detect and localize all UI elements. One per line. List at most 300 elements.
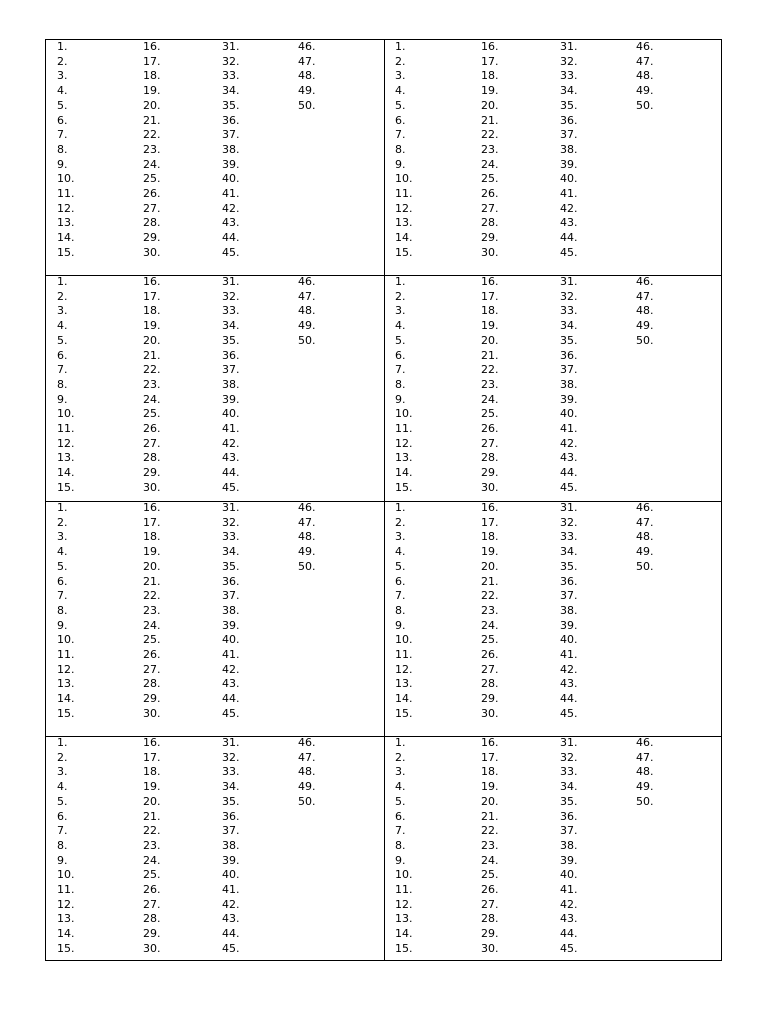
question-number: 11. <box>57 648 75 661</box>
question-number: 36. <box>560 348 578 362</box>
question-number: 47. <box>636 515 654 529</box>
question-number: 37. <box>560 128 578 142</box>
question-number: 38. <box>222 377 240 391</box>
question-number: 12. <box>395 436 413 450</box>
question-number: 16. <box>143 40 161 53</box>
question-number: 21. <box>481 348 499 362</box>
question-number: 23. <box>143 603 161 617</box>
question-number: 36. <box>222 348 240 362</box>
question-number: 38. <box>222 603 240 617</box>
question-number: 44. <box>560 927 578 941</box>
question-number: 13. <box>395 677 413 691</box>
question-number: 8. <box>395 603 406 617</box>
question-number: 35. <box>222 794 240 808</box>
question-number: 16. <box>481 501 499 514</box>
question-number: 3. <box>395 765 406 779</box>
question-number: 1. <box>395 40 406 53</box>
question-number: 22. <box>481 824 499 838</box>
question-number: 3. <box>57 765 68 779</box>
question-number: 10. <box>57 407 75 421</box>
question-number: 41. <box>560 422 578 435</box>
question-number: 4. <box>57 780 68 794</box>
question-number: 20. <box>481 98 499 112</box>
question-number: 3. <box>395 304 406 318</box>
question-number: 14. <box>57 692 75 706</box>
question-number: 31. <box>560 40 578 53</box>
question-number: 1. <box>57 40 68 53</box>
question-number: 30. <box>481 941 499 955</box>
question-number: 3. <box>57 530 68 544</box>
question-number: 50. <box>636 794 654 808</box>
question-number: 14. <box>57 927 75 941</box>
question-number: 33. <box>560 69 578 83</box>
question-number: 32. <box>222 515 240 529</box>
question-number: 19. <box>481 84 499 98</box>
question-number: 30. <box>143 245 161 259</box>
question-number: 25. <box>143 172 161 186</box>
question-number: 6. <box>57 113 68 127</box>
question-number: 5. <box>57 98 68 112</box>
question-number: 33. <box>222 530 240 544</box>
question-number: 40. <box>222 172 240 186</box>
question-number: 37. <box>560 824 578 838</box>
question-number: 18. <box>481 765 499 779</box>
question-number: 7. <box>395 589 406 603</box>
question-number: 26. <box>143 187 161 200</box>
question-number: 26. <box>481 648 499 661</box>
center-divider <box>384 40 385 960</box>
question-number: 39. <box>560 618 578 632</box>
question-number: 31. <box>222 501 240 514</box>
question-number: 15. <box>395 480 413 494</box>
question-number: 39. <box>560 853 578 867</box>
question-number: 26. <box>143 648 161 661</box>
question-number: 27. <box>143 436 161 450</box>
question-number: 4. <box>395 545 406 559</box>
question-number: 15. <box>57 245 75 259</box>
question-number: 36. <box>560 574 578 588</box>
question-number: 30. <box>481 245 499 259</box>
question-number: 40. <box>222 868 240 882</box>
question-number: 20. <box>481 794 499 808</box>
question-number: 29. <box>481 692 499 706</box>
question-number: 42. <box>560 201 578 215</box>
question-number: 14. <box>395 466 413 480</box>
question-number: 11. <box>57 422 75 435</box>
question-number: 2. <box>57 515 68 529</box>
question-number: 16. <box>143 275 161 288</box>
question-number: 12. <box>57 436 75 450</box>
question-number: 47. <box>298 515 316 529</box>
question-number: 43. <box>222 216 240 230</box>
question-number: 26. <box>481 422 499 435</box>
question-number: 2. <box>57 54 68 68</box>
question-number: 35. <box>560 559 578 573</box>
question-number: 1. <box>57 275 68 288</box>
question-number: 28. <box>481 912 499 926</box>
question-number: 19. <box>143 319 161 333</box>
question-number: 1. <box>395 501 406 514</box>
question-number: 1. <box>57 736 68 749</box>
question-number: 24. <box>481 392 499 406</box>
question-number: 40. <box>560 633 578 647</box>
question-number: 21. <box>481 113 499 127</box>
question-number: 13. <box>57 451 75 465</box>
question-number: 34. <box>560 780 578 794</box>
question-number: 22. <box>481 589 499 603</box>
question-number: 42. <box>560 662 578 676</box>
question-number: 29. <box>143 231 161 245</box>
question-number: 39. <box>222 618 240 632</box>
question-number: 19. <box>143 84 161 98</box>
question-number: 17. <box>481 515 499 529</box>
question-number: 22. <box>481 363 499 377</box>
question-number: 23. <box>143 838 161 852</box>
question-number: 10. <box>57 868 75 882</box>
question-number: 41. <box>222 187 240 200</box>
question-number: 14. <box>57 231 75 245</box>
question-number: 16. <box>481 40 499 53</box>
question-number: 48. <box>636 69 654 83</box>
question-number: 7. <box>57 824 68 838</box>
question-number: 7. <box>57 363 68 377</box>
question-number: 35. <box>560 98 578 112</box>
question-number: 15. <box>57 706 75 720</box>
question-number: 27. <box>481 436 499 450</box>
question-number: 40. <box>560 868 578 882</box>
question-number: 27. <box>481 662 499 676</box>
question-number: 22. <box>143 824 161 838</box>
question-number: 10. <box>395 633 413 647</box>
question-number: 48. <box>298 530 316 544</box>
question-number: 31. <box>560 275 578 288</box>
question-number: 35. <box>222 98 240 112</box>
question-number: 27. <box>481 201 499 215</box>
question-number: 44. <box>560 692 578 706</box>
question-number: 49. <box>298 545 316 559</box>
question-number: 26. <box>143 883 161 896</box>
question-number: 24. <box>481 157 499 171</box>
question-number: 48. <box>298 765 316 779</box>
question-number: 10. <box>395 868 413 882</box>
question-number: 17. <box>143 54 161 68</box>
question-number: 21. <box>143 113 161 127</box>
question-number: 45. <box>222 941 240 955</box>
question-number: 43. <box>222 912 240 926</box>
question-number: 32. <box>560 289 578 303</box>
question-number: 31. <box>560 501 578 514</box>
question-number: 38. <box>222 142 240 156</box>
question-number: 43. <box>560 451 578 465</box>
question-number: 22. <box>143 589 161 603</box>
question-number: 20. <box>143 559 161 573</box>
question-number: 29. <box>143 927 161 941</box>
question-number: 39. <box>560 157 578 171</box>
question-number: 44. <box>222 466 240 480</box>
question-number: 25. <box>143 633 161 647</box>
question-number: 46. <box>298 40 316 53</box>
question-number: 35. <box>222 559 240 573</box>
question-number: 7. <box>395 363 406 377</box>
question-number: 43. <box>222 677 240 691</box>
question-number: 20. <box>481 333 499 347</box>
question-number: 10. <box>57 633 75 647</box>
question-number: 34. <box>560 319 578 333</box>
question-number: 50. <box>298 794 316 808</box>
question-number: 4. <box>57 84 68 98</box>
question-number: 45. <box>560 706 578 720</box>
question-number: 23. <box>143 377 161 391</box>
question-number: 2. <box>395 515 406 529</box>
question-number: 37. <box>222 824 240 838</box>
question-number: 48. <box>298 69 316 83</box>
question-number: 9. <box>395 853 406 867</box>
question-number: 15. <box>395 706 413 720</box>
question-number: 49. <box>636 545 654 559</box>
question-number: 47. <box>636 289 654 303</box>
question-number: 2. <box>395 289 406 303</box>
question-number: 36. <box>560 809 578 823</box>
question-number: 16. <box>143 501 161 514</box>
question-number: 32. <box>222 289 240 303</box>
question-number: 25. <box>481 633 499 647</box>
question-number: 20. <box>481 559 499 573</box>
question-number: 46. <box>636 40 654 53</box>
question-number: 33. <box>560 304 578 318</box>
question-number: 38. <box>560 377 578 391</box>
question-number: 38. <box>560 838 578 852</box>
question-number: 40. <box>560 407 578 421</box>
question-number: 50. <box>298 333 316 347</box>
question-number: 41. <box>560 648 578 661</box>
question-number: 45. <box>560 941 578 955</box>
question-number: 35. <box>560 333 578 347</box>
question-number: 22. <box>143 128 161 142</box>
question-number: 17. <box>143 515 161 529</box>
question-number: 3. <box>395 69 406 83</box>
question-number: 23. <box>481 377 499 391</box>
question-number: 50. <box>636 98 654 112</box>
question-number: 35. <box>222 333 240 347</box>
question-number: 34. <box>560 545 578 559</box>
question-number: 35. <box>560 794 578 808</box>
question-number: 13. <box>57 677 75 691</box>
question-number: 34. <box>222 780 240 794</box>
question-number: 31. <box>222 40 240 53</box>
question-number: 33. <box>222 69 240 83</box>
question-number: 44. <box>560 466 578 480</box>
question-number: 14. <box>395 231 413 245</box>
question-number: 16. <box>481 275 499 288</box>
question-number: 21. <box>143 809 161 823</box>
question-number: 42. <box>222 662 240 676</box>
question-number: 8. <box>57 142 68 156</box>
question-number: 46. <box>636 736 654 749</box>
question-number: 17. <box>143 750 161 764</box>
question-number: 7. <box>395 824 406 838</box>
question-number: 48. <box>636 530 654 544</box>
question-number: 37. <box>560 363 578 377</box>
question-number: 49. <box>636 319 654 333</box>
question-number: 29. <box>143 466 161 480</box>
question-number: 46. <box>636 501 654 514</box>
question-number: 18. <box>481 304 499 318</box>
question-number: 21. <box>481 809 499 823</box>
question-number: 28. <box>143 216 161 230</box>
question-number: 34. <box>222 319 240 333</box>
question-number: 36. <box>222 574 240 588</box>
question-number: 8. <box>395 142 406 156</box>
question-number: 37. <box>222 363 240 377</box>
question-number: 12. <box>395 897 413 911</box>
question-number: 7. <box>57 589 68 603</box>
question-number: 23. <box>143 142 161 156</box>
question-number: 46. <box>298 501 316 514</box>
question-number: 9. <box>395 392 406 406</box>
question-number: 12. <box>57 201 75 215</box>
question-number: 1. <box>395 275 406 288</box>
question-number: 48. <box>636 765 654 779</box>
question-number: 4. <box>57 545 68 559</box>
question-number: 21. <box>481 574 499 588</box>
question-number: 20. <box>143 333 161 347</box>
question-number: 7. <box>57 128 68 142</box>
question-number: 17. <box>481 289 499 303</box>
question-number: 32. <box>222 750 240 764</box>
question-number: 21. <box>143 348 161 362</box>
question-number: 12. <box>395 201 413 215</box>
question-number: 41. <box>560 883 578 896</box>
question-number: 45. <box>222 245 240 259</box>
question-number: 45. <box>222 480 240 494</box>
question-number: 49. <box>298 319 316 333</box>
question-number: 26. <box>481 883 499 896</box>
question-number: 27. <box>481 897 499 911</box>
question-number: 28. <box>481 677 499 691</box>
question-number: 40. <box>222 407 240 421</box>
question-number: 11. <box>395 187 413 200</box>
question-number: 38. <box>222 838 240 852</box>
question-number: 4. <box>395 780 406 794</box>
question-number: 31. <box>222 275 240 288</box>
question-number: 33. <box>560 765 578 779</box>
question-number: 1. <box>57 501 68 514</box>
question-number: 32. <box>560 750 578 764</box>
question-number: 42. <box>222 897 240 911</box>
question-number: 41. <box>560 187 578 200</box>
question-number: 40. <box>222 633 240 647</box>
question-number: 2. <box>57 289 68 303</box>
question-number: 23. <box>481 142 499 156</box>
question-number: 48. <box>636 304 654 318</box>
question-number: 25. <box>143 868 161 882</box>
question-number: 10. <box>395 407 413 421</box>
question-number: 5. <box>395 98 406 112</box>
question-number: 44. <box>560 231 578 245</box>
question-number: 31. <box>560 736 578 749</box>
question-number: 5. <box>395 559 406 573</box>
question-number: 25. <box>481 407 499 421</box>
question-number: 37. <box>222 128 240 142</box>
question-number: 15. <box>395 941 413 955</box>
question-number: 28. <box>143 912 161 926</box>
question-number: 6. <box>395 809 406 823</box>
question-number: 25. <box>481 172 499 186</box>
question-number: 6. <box>395 574 406 588</box>
question-number: 50. <box>298 98 316 112</box>
question-number: 25. <box>143 407 161 421</box>
question-number: 5. <box>57 559 68 573</box>
question-number: 1. <box>395 736 406 749</box>
question-number: 28. <box>481 451 499 465</box>
question-number: 38. <box>560 603 578 617</box>
question-number: 4. <box>395 319 406 333</box>
question-number: 11. <box>57 187 75 200</box>
question-number: 42. <box>222 436 240 450</box>
question-number: 27. <box>143 897 161 911</box>
question-number: 19. <box>143 780 161 794</box>
question-number: 39. <box>222 157 240 171</box>
question-number: 8. <box>395 838 406 852</box>
question-number: 26. <box>481 187 499 200</box>
question-number: 5. <box>57 794 68 808</box>
question-number: 24. <box>143 157 161 171</box>
question-number: 15. <box>395 245 413 259</box>
question-number: 49. <box>298 84 316 98</box>
question-number: 22. <box>481 128 499 142</box>
question-number: 14. <box>395 927 413 941</box>
question-number: 9. <box>57 392 68 406</box>
question-number: 24. <box>143 853 161 867</box>
question-number: 27. <box>143 662 161 676</box>
question-number: 47. <box>298 750 316 764</box>
question-number: 30. <box>481 706 499 720</box>
question-number: 46. <box>636 275 654 288</box>
question-number: 15. <box>57 480 75 494</box>
question-number: 30. <box>143 480 161 494</box>
question-number: 8. <box>57 838 68 852</box>
question-number: 24. <box>143 392 161 406</box>
question-number: 13. <box>57 216 75 230</box>
question-number: 17. <box>481 54 499 68</box>
question-number: 45. <box>560 245 578 259</box>
question-number: 9. <box>57 618 68 632</box>
question-number: 38. <box>560 142 578 156</box>
question-number: 9. <box>395 618 406 632</box>
question-number: 36. <box>222 113 240 127</box>
question-number: 39. <box>222 392 240 406</box>
question-number: 49. <box>636 84 654 98</box>
question-number: 32. <box>560 515 578 529</box>
question-number: 29. <box>481 466 499 480</box>
question-number: 5. <box>395 333 406 347</box>
question-number: 34. <box>560 84 578 98</box>
question-number: 9. <box>57 853 68 867</box>
question-number: 28. <box>481 216 499 230</box>
question-number: 23. <box>481 838 499 852</box>
question-number: 34. <box>222 84 240 98</box>
question-number: 11. <box>57 883 75 896</box>
question-number: 4. <box>395 84 406 98</box>
question-number: 28. <box>143 451 161 465</box>
question-number: 37. <box>560 589 578 603</box>
question-number: 8. <box>395 377 406 391</box>
question-number: 45. <box>560 480 578 494</box>
question-number: 6. <box>395 113 406 127</box>
question-number: 47. <box>636 750 654 764</box>
question-number: 12. <box>57 662 75 676</box>
question-number: 6. <box>57 809 68 823</box>
